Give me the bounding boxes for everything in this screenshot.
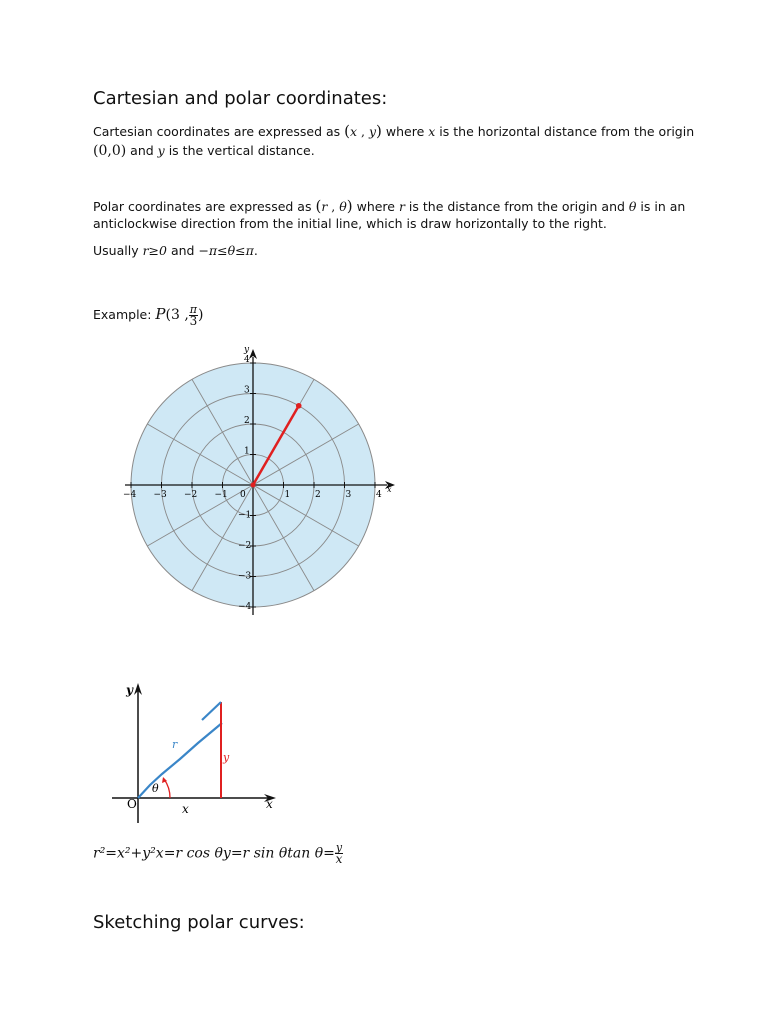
polar-paragraph-line-2: anticlockwise direction from the initial line, which is draw horizontally to the right. (93, 216, 607, 231)
y-tick-label: −4 (238, 602, 252, 612)
y-tick-label: 2 (244, 416, 250, 426)
paren-close: ) (376, 122, 382, 140)
origin-marker (251, 483, 256, 488)
x-tick-label: 1 (284, 490, 291, 500)
math-theta: θ (628, 199, 637, 214)
y-tick-label: −3 (238, 571, 252, 582)
y-axis-label: y (244, 345, 250, 355)
x-tick-label: −3 (153, 490, 167, 500)
fraction-denominator: 3 (189, 314, 198, 328)
fraction-denominator: x (335, 852, 343, 866)
math-close: ) (198, 307, 204, 323)
text: Usually (93, 243, 143, 258)
text: is in an (636, 199, 686, 214)
x-side-label: x (182, 802, 189, 816)
polar-grid-figure (110, 340, 410, 615)
math-comma: , (327, 199, 340, 214)
y-tick-label: 1 (244, 446, 250, 457)
math-point-p: P (155, 305, 166, 323)
y-tick-label: −1 (238, 510, 252, 521)
x-axis-label: x (387, 485, 392, 494)
text: is the vertical distance. (164, 143, 315, 158)
math-y: y (157, 143, 165, 158)
text: and (166, 243, 199, 258)
cartesian-paragraph-line-2 (93, 142, 315, 160)
text: Cartesian coordinates are expressed as (93, 124, 345, 139)
math-fraction (189, 304, 198, 327)
x-tick-label: −1 (214, 490, 228, 500)
math-origin: (0,0) (93, 143, 127, 159)
y-side-label: y (223, 751, 230, 764)
hypotenuse-r-line-upper (202, 702, 221, 720)
paren-open: ( (315, 197, 322, 215)
math-condition-r: r≥0 (142, 243, 167, 258)
math-x: x (428, 124, 436, 139)
y-tick-label: 4 (244, 355, 250, 365)
text: . (253, 243, 258, 258)
example-line (93, 304, 204, 327)
y-tick-label: −2 (238, 541, 252, 551)
x-tick-label: 0 (240, 490, 246, 500)
section-title-sketching: Sketching polar curves: (93, 912, 305, 933)
formulas-line (93, 842, 343, 865)
x-axis-label: x (266, 797, 273, 811)
paren-open: ( (344, 122, 350, 140)
right-triangle-figure (110, 675, 300, 825)
fraction-numerator: π (189, 303, 198, 316)
math-r: r (321, 199, 328, 214)
text: is the horizontal distance from the origin (435, 124, 695, 139)
x-tick-label: −4 (123, 490, 137, 500)
polar-paragraph-line-1 (93, 197, 685, 216)
formula-y: y=r sin θ (222, 845, 288, 862)
math-r: r (398, 199, 405, 214)
formula-tan-fraction (335, 842, 343, 865)
r-label: r (172, 738, 178, 751)
formula-tan-lhs: tan θ= (287, 845, 335, 862)
text: where (381, 124, 429, 139)
example-label: Example: (93, 307, 156, 322)
fraction-numerator: y (335, 841, 343, 854)
math-theta: θ (339, 199, 347, 214)
formula-x: x=r cos θ (155, 845, 223, 862)
y-axis-label: y (126, 683, 133, 697)
formula-pythagoras: r²=x²+y² (93, 845, 156, 862)
section-title-cartesian-polar: Cartesian and polar coordinates: (93, 88, 388, 109)
paren-close: ) (346, 197, 353, 215)
y-tick-label: 3 (244, 385, 250, 396)
theta-label: θ (152, 782, 159, 795)
math-comma: , (357, 124, 369, 139)
point-p-marker (296, 403, 302, 409)
text: and (126, 143, 158, 158)
x-tick-label: −2 (184, 490, 198, 500)
usually-line (93, 242, 258, 260)
x-tick-label: 2 (315, 490, 321, 500)
x-tick-label: 4 (376, 490, 382, 500)
hypotenuse-r-line (138, 723, 222, 798)
cartesian-paragraph-line-1 (93, 122, 694, 141)
math-open: (3 , (165, 307, 189, 323)
angle-arc (164, 779, 170, 798)
text: Polar coordinates are expressed as (93, 199, 316, 214)
math-condition-theta: −π≤θ≤π (198, 243, 254, 258)
x-tick-label: 3 (345, 490, 352, 500)
math-x: x (350, 124, 358, 139)
origin-label: O (127, 797, 137, 811)
math-y: y (368, 124, 377, 139)
text: where (352, 199, 399, 214)
text: is the distance from the origin and (404, 199, 629, 214)
